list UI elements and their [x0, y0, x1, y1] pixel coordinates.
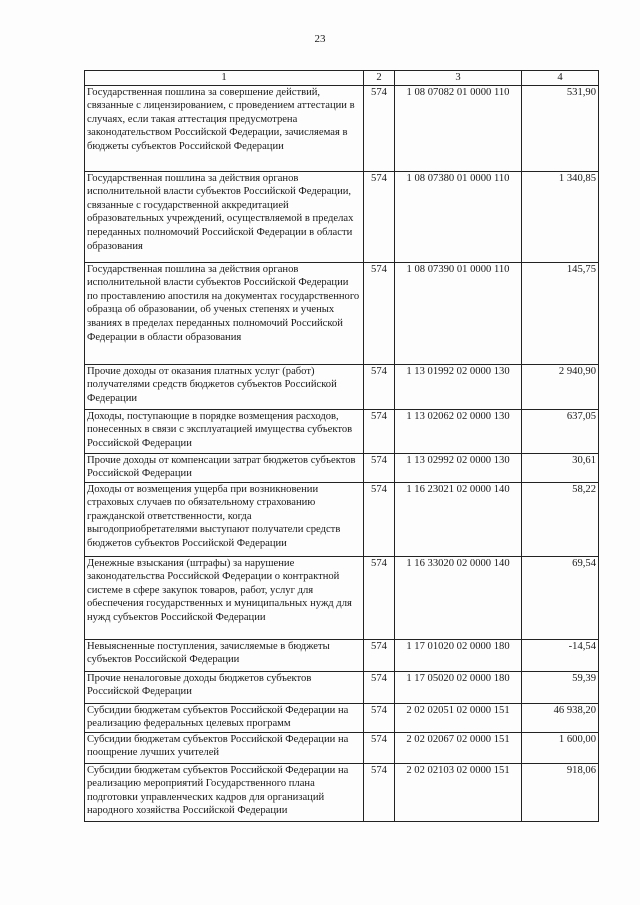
- row-amount: -14,54: [522, 639, 599, 671]
- row-admin-code: 574: [364, 453, 395, 482]
- column-header-3: 3: [395, 71, 522, 86]
- row-budget-code: 2 02 02103 02 0000 151: [395, 763, 522, 821]
- row-amount: 1 340,85: [522, 171, 599, 262]
- row-admin-code: 574: [364, 364, 395, 409]
- row-budget-code: 1 08 07082 01 0000 110: [395, 85, 522, 171]
- table-row: [85, 482, 599, 556]
- row-amount: 46 938,20: [522, 703, 599, 732]
- row-budget-code: 1 08 07380 01 0000 110: [395, 171, 522, 262]
- row-name: Доходы, поступающие в порядке возмещения расходов, понесенных в связи с эксплуатацией имущества субъектов Российской Федерации: [85, 409, 364, 453]
- table-row: [85, 453, 599, 482]
- row-amount: 2 940,90: [522, 364, 599, 409]
- row-amount: 59,39: [522, 671, 599, 703]
- revenue-table: [84, 70, 599, 822]
- row-name: Государственная пошлина за совершение действий, связанные с лицензированием, с проведением аттестации в случаях, если такая аттестация предусмотрена законодательством Российской Федерации, зачисляемая в бюджеты субъектов Российской Федерации: [85, 85, 364, 171]
- column-header-1: 1: [85, 71, 364, 86]
- row-amount: 69,54: [522, 556, 599, 639]
- table-row: [85, 262, 599, 364]
- row-admin-code: 574: [364, 171, 395, 262]
- row-budget-code: 2 02 02067 02 0000 151: [395, 732, 522, 763]
- row-name: Субсидии бюджетам субъектов Российской Федерации на реализацию мероприятий Государственного плана подготовки управленческих кадров для организаций народного хозяйства Российской Федерации: [85, 763, 364, 821]
- row-name: Доходы от возмещения ущерба при возникновении страховых случаев по обязательному страхованию гражданской ответственности, когда выгодоприобретателями выступают получатели средств бюджетов субъектов Российской Федерации: [85, 482, 364, 556]
- table-row: [85, 171, 599, 262]
- table-row: [85, 732, 599, 763]
- row-admin-code: 574: [364, 262, 395, 364]
- table-row: [85, 85, 599, 171]
- row-admin-code: 574: [364, 556, 395, 639]
- row-admin-code: 574: [364, 763, 395, 821]
- row-admin-code: 574: [364, 85, 395, 171]
- row-admin-code: 574: [364, 703, 395, 732]
- table-row: [85, 671, 599, 703]
- row-amount: 58,22: [522, 482, 599, 556]
- row-name: Прочие неналоговые доходы бюджетов субъектов Российской Федерации: [85, 671, 364, 703]
- column-header-4: 4: [522, 71, 599, 86]
- row-budget-code: 1 17 01020 02 0000 180: [395, 639, 522, 671]
- row-amount: 145,75: [522, 262, 599, 364]
- row-name: Субсидии бюджетам субъектов Российской Федерации на реализацию федеральных целевых программ: [85, 703, 364, 732]
- column-header-2: 2: [364, 71, 395, 86]
- table-row: [85, 703, 599, 732]
- row-amount: 30,61: [522, 453, 599, 482]
- row-budget-code: 1 16 33020 02 0000 140: [395, 556, 522, 639]
- row-amount: 918,06: [522, 763, 599, 821]
- row-amount: 1 600,00: [522, 732, 599, 763]
- row-name: Государственная пошлина за действия органов исполнительной власти субъектов Российской Федерации по проставлению апостиля на документах государственного образца об образовании, об ученых степенях и ученых званиях в пределах переданных полномочий Российской Федерации в области образования: [85, 262, 364, 364]
- row-admin-code: 574: [364, 409, 395, 453]
- row-name: Прочие доходы от оказания платных услуг (работ) получателями средств бюджетов субъектов Российской Федерации: [85, 364, 364, 409]
- row-name: Невыясненные поступления, зачисляемые в бюджеты субъектов Российской Федерации: [85, 639, 364, 671]
- table-row: [85, 639, 599, 671]
- row-amount: 531,90: [522, 85, 599, 171]
- row-name: Государственная пошлина за действия органов исполнительной власти субъектов Российской Федерации, связанные с государственной аккредитацией образовательных учреждений, осуществляемой в пределах переданных полномочий Российской Федерации в области образования: [85, 171, 364, 262]
- row-budget-code: 1 13 01992 02 0000 130: [395, 364, 522, 409]
- row-admin-code: 574: [364, 732, 395, 763]
- row-admin-code: 574: [364, 671, 395, 703]
- table-row: [85, 364, 599, 409]
- row-budget-code: 1 08 07390 01 0000 110: [395, 262, 522, 364]
- row-budget-code: 1 17 05020 02 0000 180: [395, 671, 522, 703]
- table-row: [85, 763, 599, 821]
- row-budget-code: 1 13 02992 02 0000 130: [395, 453, 522, 482]
- row-budget-code: 1 13 02062 02 0000 130: [395, 409, 522, 453]
- row-name: Денежные взыскания (штрафы) за нарушение законодательства Российской Федерации о контрактной системе в сфере закупок товаров, работ, услуг для обеспечения государственных и муниципальных нужд для нужд субъектов Российской Федерации: [85, 556, 364, 639]
- row-name: Прочие доходы от компенсации затрат бюджетов субъектов Российской Федерации: [85, 453, 364, 482]
- page-number: 23: [314, 33, 326, 45]
- row-admin-code: 574: [364, 639, 395, 671]
- row-admin-code: 574: [364, 482, 395, 556]
- row-budget-code: 1 16 23021 02 0000 140: [395, 482, 522, 556]
- table-row: [85, 556, 599, 639]
- table-header-row: [85, 71, 599, 86]
- row-name: Субсидии бюджетам субъектов Российской Федерации на поощрение лучших учителей: [85, 732, 364, 763]
- row-budget-code: 2 02 02051 02 0000 151: [395, 703, 522, 732]
- table-row: [85, 409, 599, 453]
- row-amount: 637,05: [522, 409, 599, 453]
